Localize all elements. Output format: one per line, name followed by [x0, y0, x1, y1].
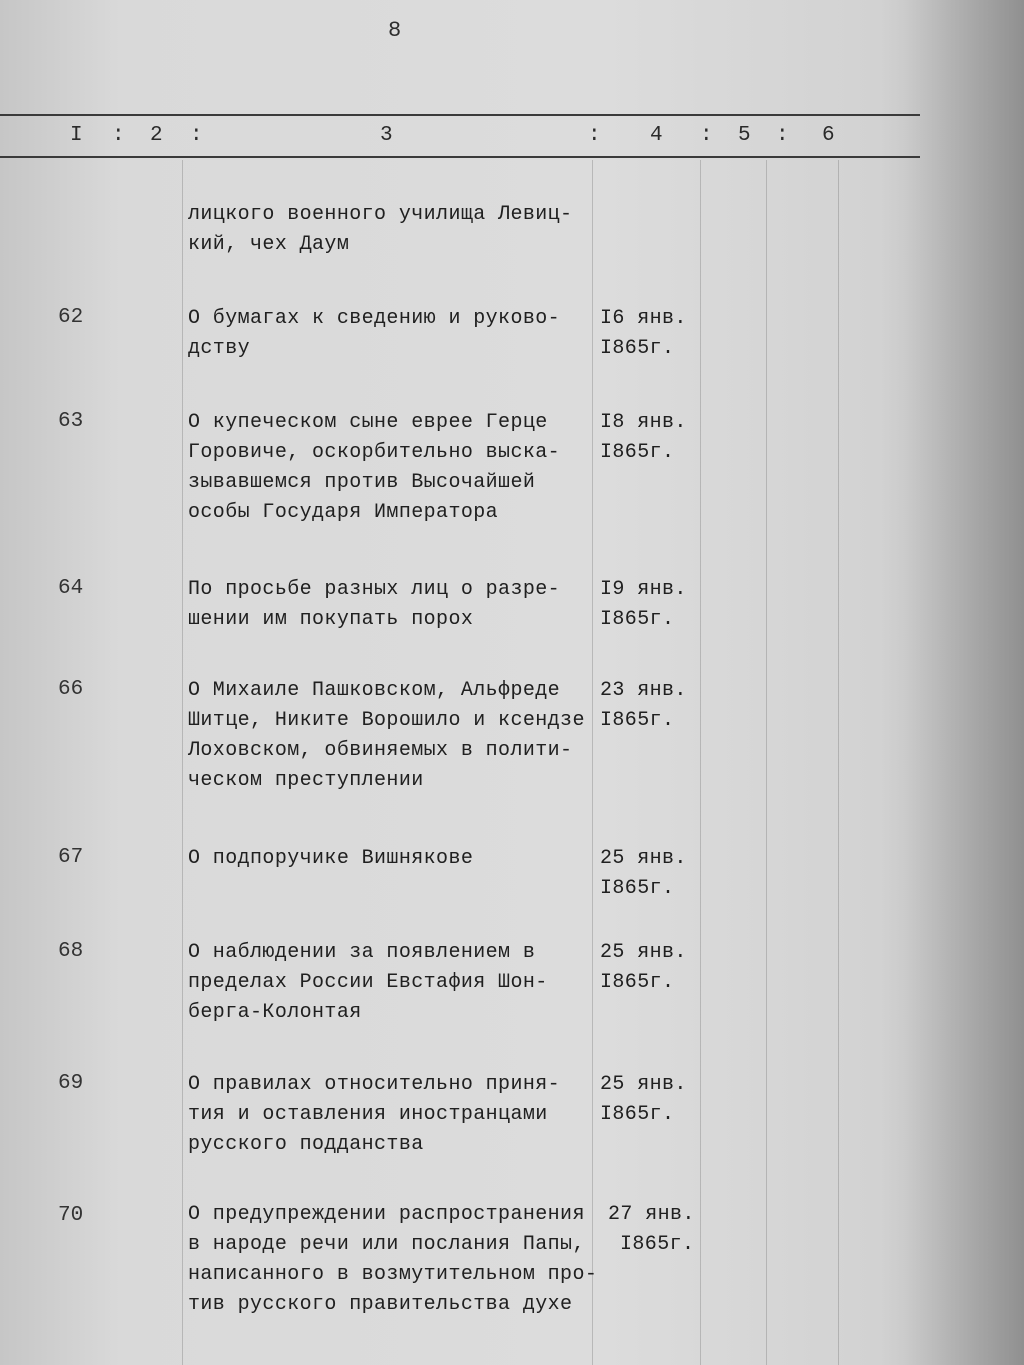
column-header-6: 6 — [822, 124, 835, 147]
text-line: лицкого военного училища Левиц- — [188, 203, 573, 226]
entry-date — [608, 1200, 695, 1260]
date-day: I8 янв. — [600, 411, 687, 434]
date-day: 25 янв. — [600, 1073, 687, 1096]
text-line: кий, чех Даум — [188, 233, 350, 256]
date-day: 25 янв. — [600, 941, 687, 964]
column-header-1: I — [70, 124, 83, 147]
column-divider — [766, 160, 767, 1365]
text-line: О купеческом сыне еврее Герце — [188, 411, 548, 434]
entry-date — [600, 938, 687, 998]
entry-date — [600, 844, 687, 904]
text-line: шении им покупать порох — [188, 608, 474, 631]
entry-date — [600, 575, 687, 635]
entry-number: 62 — [58, 306, 84, 329]
entry-number: 70 — [58, 1204, 84, 1227]
date-year: I865г. — [600, 1103, 675, 1126]
entry-description — [188, 844, 618, 874]
text-line: О бумагах к сведению и руково- — [188, 307, 561, 330]
entry-number: 63 — [58, 410, 84, 433]
date-year: I865г. — [600, 337, 675, 360]
entry-description — [188, 575, 618, 635]
column-divider — [700, 160, 701, 1365]
date-year: I865г. — [600, 971, 675, 994]
column-header-5: 5 — [738, 124, 751, 147]
entry-description — [188, 938, 618, 1028]
text-line: зывавшемся против Высочайшей — [188, 471, 536, 494]
column-header-separator: : — [700, 124, 713, 147]
page-edge-shadow — [905, 0, 1024, 1365]
text-line: Шитце, Никите Ворошило и ксендзе — [188, 709, 585, 732]
text-line: ческом преступлении — [188, 769, 424, 792]
column-header-separator: : — [112, 124, 125, 147]
text-line: О подпоручике Вишнякове — [188, 847, 474, 870]
text-line: О предупреждении распространения — [188, 1203, 585, 1226]
entry-date — [600, 408, 687, 468]
text-line: О наблюдении за появлением в — [188, 941, 536, 964]
entry-date — [600, 1070, 687, 1130]
column-header-separator: : — [776, 124, 789, 147]
column-header-3: 3 — [380, 124, 393, 147]
entry-description — [188, 1200, 618, 1320]
header-rule-top — [0, 114, 920, 116]
entry-number: 69 — [58, 1072, 84, 1095]
date-year: I865г. — [600, 877, 675, 900]
entry-description — [188, 676, 618, 796]
text-line: тив русского правительства духе — [188, 1293, 573, 1316]
text-line: тия и оставления иностранцами — [188, 1103, 548, 1126]
text-line: О правилах относительно приня- — [188, 1073, 561, 1096]
text-line: берга-Колонтая — [188, 1001, 362, 1024]
text-line: По просьбе разных лиц о разре- — [188, 578, 561, 601]
column-divider — [182, 160, 183, 1365]
date-year: I865г. — [600, 441, 675, 464]
text-line: О Михаиле Пашковском, Альфреде — [188, 679, 561, 702]
entry-number: 66 — [58, 678, 84, 701]
date-year: I865г. — [600, 709, 675, 732]
entry-date — [600, 676, 687, 736]
text-line: пределах России Евстафия Шон- — [188, 971, 548, 994]
entry-description — [188, 304, 618, 364]
entry-number: 68 — [58, 940, 84, 963]
text-line: Горовиче, оскорбительно выска- — [188, 441, 561, 464]
date-day: I9 янв. — [600, 578, 687, 601]
header-rule-bottom — [0, 156, 920, 158]
entry-description — [188, 408, 618, 528]
date-year: I865г. — [620, 1233, 695, 1256]
date-day: I6 янв. — [600, 307, 687, 330]
text-line: дству — [188, 337, 251, 360]
date-day: 23 янв. — [600, 679, 687, 702]
date-year: I865г. — [600, 608, 675, 631]
page-number: 8 — [388, 18, 402, 43]
text-line: особы Государя Императора — [188, 501, 499, 524]
column-header-separator: : — [190, 124, 203, 147]
column-header-2: 2 — [150, 124, 163, 147]
column-header-4: 4 — [650, 124, 663, 147]
entry-date — [600, 304, 687, 364]
date-day: 25 янв. — [600, 847, 687, 870]
text-line: Лоховском, обвиняемых в полити- — [188, 739, 573, 762]
text-line: написанного в возмутительном про- — [188, 1263, 598, 1286]
date-day: 27 янв. — [608, 1203, 695, 1226]
entry-number: 67 — [58, 846, 84, 869]
entry-description — [188, 1070, 618, 1160]
column-header-separator: : — [588, 124, 601, 147]
entry-number: 64 — [58, 577, 84, 600]
text-line: в народе речи или послания Папы, — [188, 1233, 585, 1256]
continuation-text — [188, 200, 618, 260]
text-line: русского подданства — [188, 1133, 424, 1156]
column-divider — [838, 160, 839, 1365]
